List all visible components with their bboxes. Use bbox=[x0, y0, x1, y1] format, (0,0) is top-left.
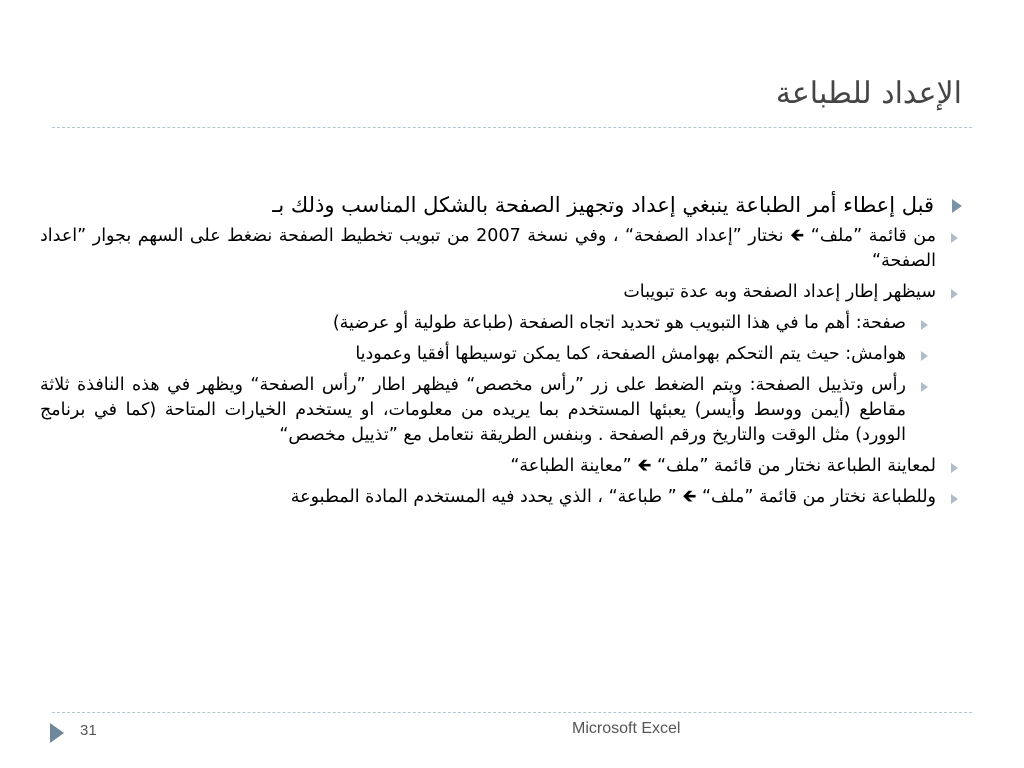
footer-label: Microsoft Excel bbox=[572, 720, 681, 737]
bullet-text: سيظهر إطار إعداد الصفحة وبه عدة تبويبات bbox=[623, 282, 936, 302]
triangle-right-outline-icon bbox=[921, 382, 928, 392]
bullet-text: وللطباعة نختار من قائمة ”ملف“ 🡸 ” طباعة“ ، الذي يحدد فيه المستخدم المادة المطبوعة bbox=[290, 487, 936, 507]
bullet-level2 bbox=[40, 454, 966, 479]
triangle-right-outline-icon bbox=[951, 233, 958, 243]
bullet-level2 bbox=[40, 224, 966, 274]
bullet-level3 bbox=[40, 373, 966, 448]
bullet-level2 bbox=[40, 485, 966, 510]
title-divider bbox=[52, 127, 972, 128]
bullet-text: صفحة: أهم ما في هذا التبويب هو تحديد اتجاه الصفحة (طباعة طولية أو عرضية) bbox=[332, 313, 906, 333]
bullet-text: قبل إعطاء أمر الطباعة ينبغي إعداد وتجهيز الصفحة بالشكل المناسب وذلك بـ bbox=[272, 193, 934, 217]
bullet-text: هوامش: حيث يتم التحكم بهوامش الصفحة، كما يمكن توسيطها أفقيا وعموديا bbox=[355, 344, 906, 364]
bullet-text: لمعاينة الطباعة نختار من قائمة ”ملف“ 🡸 ”معاينة الطباعة“ bbox=[510, 456, 936, 476]
triangle-right-icon bbox=[952, 199, 962, 213]
footer-divider bbox=[52, 712, 972, 713]
slide-body bbox=[40, 190, 966, 516]
triangle-right-outline-icon bbox=[921, 351, 928, 361]
play-arrow-icon bbox=[50, 723, 64, 743]
triangle-right-outline-icon bbox=[951, 463, 958, 473]
bullet-level1 bbox=[40, 190, 966, 220]
bullet-level3 bbox=[40, 311, 966, 336]
triangle-right-outline-icon bbox=[951, 289, 958, 299]
triangle-right-outline-icon bbox=[921, 320, 928, 330]
bullet-text: رأس وتذييل الصفحة: ويتم الضغط على زر ”رأس مخصص“ فيظهر اطار ”رأس الصفحة“ ويظهر في هذه النافذة ثلاثة مقاطع (أيمن ووسط وأيسر) يعبئها المستخدم بما يريده من معلومات، او يستخدم الخيارات المتاحة (كما في برنامج الوورد) مثل الوقت والتاريخ ورقم الصفحة . وبنفس الطريقة نتعامل مع ”تذييل مخصص“ bbox=[40, 375, 906, 445]
slide-title: الإعداد للطباعة bbox=[775, 76, 962, 111]
bullet-text: من قائمة ”ملف“ 🡸 نختار ”إعداد الصفحة“ ، وفي نسخة 2007 من تبويب تخطيط الصفحة نضغط على السهم بجوار ”اعداد الصفحة“ bbox=[40, 226, 936, 271]
bullet-level2 bbox=[40, 280, 966, 305]
page-number: 31 bbox=[80, 722, 97, 739]
bullet-level3 bbox=[40, 342, 966, 367]
triangle-right-outline-icon bbox=[951, 494, 958, 504]
